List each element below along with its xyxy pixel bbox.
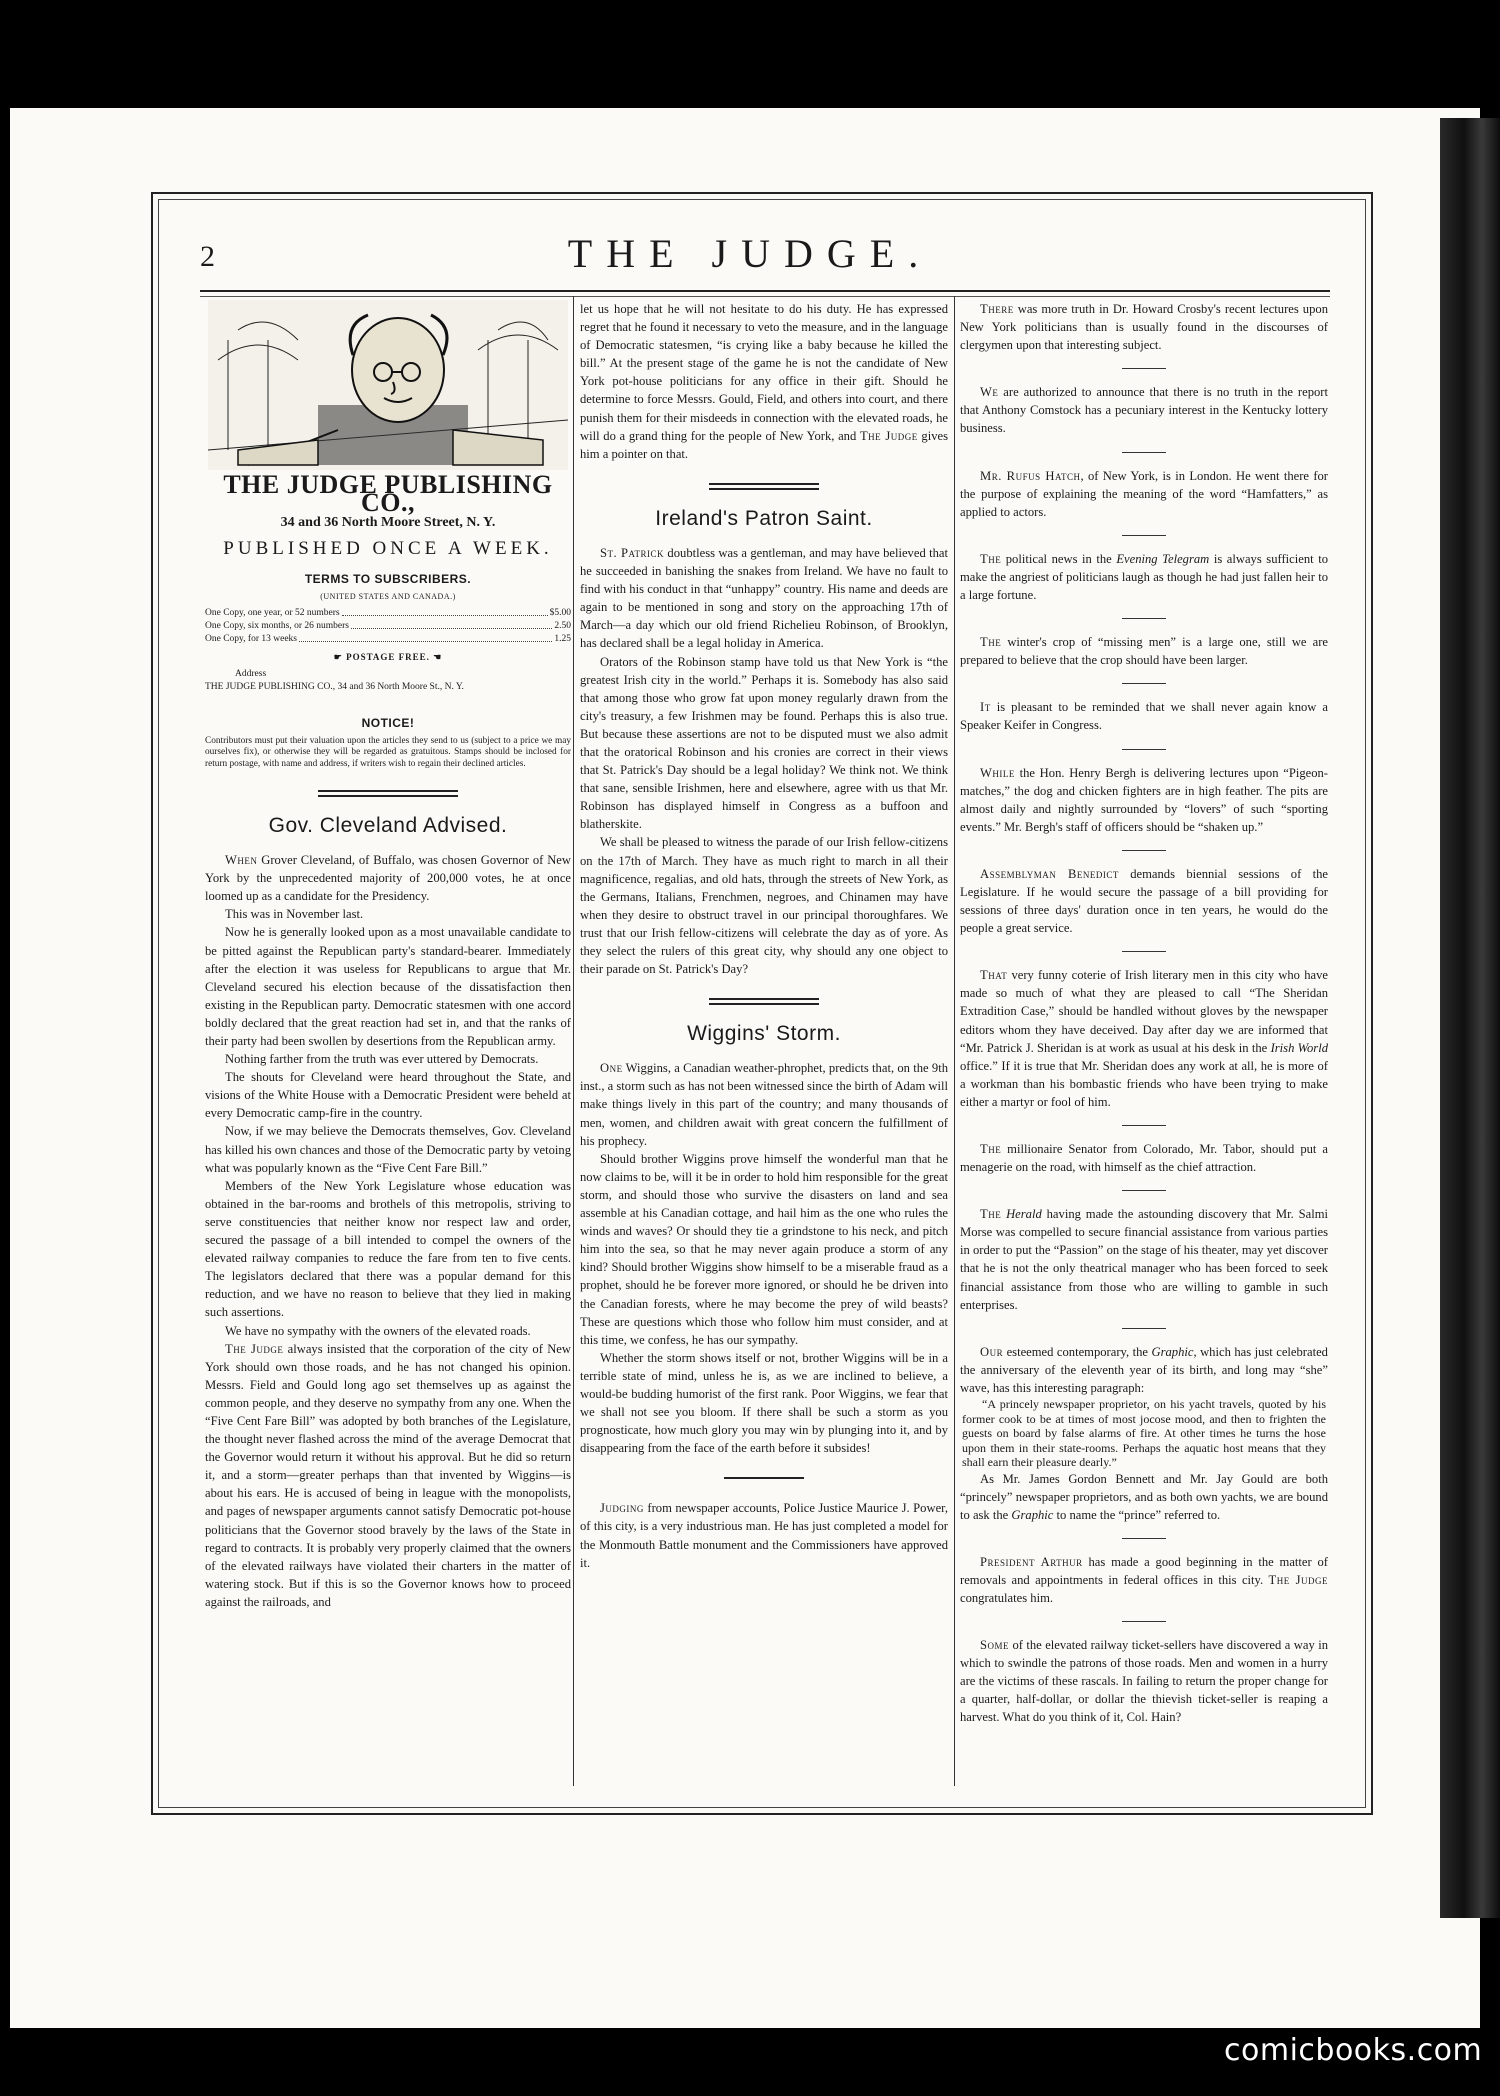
paragraph: President Arthur has made a good beginning in the matter of removals and appointments in federal offices in this city. The Judge congratulates him. bbox=[960, 1554, 1328, 1605]
paragraph: Whether the storm shows itself or not, brother Wiggins will be in a terrible state of mind, unless he is, as we are inclined to believe, a would-be budding humorist of the first rank. Poor Wiggins, we fear that we shall not see you bloom. If there shall be such a storm as you prognosticate, how much glory you may win by plunging into it, and by disappearing from the face of the earth before it subsides! bbox=[580, 1350, 948, 1456]
section-rule bbox=[318, 790, 458, 797]
watermark-logo: comicbooks.com bbox=[1224, 2033, 1483, 2068]
publisher-name: THE JUDGE PUBLISHING CO., bbox=[223, 470, 553, 518]
publication-frequency: PUBLISHED ONCE A WEEK. bbox=[223, 538, 553, 560]
section-rule bbox=[709, 483, 819, 490]
separator bbox=[1122, 683, 1166, 684]
separator bbox=[1122, 1190, 1166, 1191]
quoted-paragraph: “A princely newspaper proprietor, on his yacht travels, quoted by his former cook to be at times of most jocose mood, and then to frighten the guests on board by false alarms of fire. At other times he turns the hose upon them in their state-rooms. Perhaps the aquatic host means that they shall earn their pleasure dearly.” bbox=[962, 1397, 1326, 1470]
paragraph: Now, if we may believe the Democrats themselves, Gov. Cleveland has killed his own chances and those of the Democratic party by vetoing what was popularly known as the “Five Cent Fare Bill.” bbox=[205, 1124, 571, 1175]
postage-note: ☛ POSTAGE FREE. ☚ bbox=[333, 651, 443, 662]
column-3 bbox=[960, 300, 1328, 1727]
price-amount: 2.50 bbox=[554, 620, 571, 631]
price-label: One Copy, for 13 weeks bbox=[205, 633, 297, 644]
column-divider bbox=[954, 296, 955, 1786]
separator bbox=[1122, 850, 1166, 851]
paragraph: Nothing farther from the truth was ever uttered by Democrats. bbox=[225, 1052, 539, 1067]
price-row bbox=[205, 620, 571, 633]
separator bbox=[1122, 749, 1166, 750]
price-label: One Copy, six months, or 26 numbers bbox=[205, 620, 349, 631]
paragraph: As Mr. James Gordon Bennett and Mr. Jay Gould are both “princely” newspaper proprietors, and as both own yachts, we are bound to ask the Graphic to name the “prince” referred to. bbox=[960, 1471, 1328, 1522]
notice-heading: NOTICE! bbox=[361, 715, 415, 730]
separator bbox=[1122, 1621, 1166, 1622]
column-divider bbox=[573, 296, 574, 1786]
separator bbox=[1122, 452, 1166, 453]
paragraph: It is pleasant to be reminded that we shall never again know a Speaker Keifer in Congress. bbox=[960, 700, 1328, 733]
paragraph: Assemblyman Benedict demands biennial sessions of the Legislature. If he would secure the passage of a bill providing for sessions of three days' duration once in ten years, he would do the people a great service. bbox=[960, 866, 1328, 936]
separator bbox=[1122, 535, 1166, 536]
price-row bbox=[205, 633, 571, 646]
separator bbox=[1122, 618, 1166, 619]
article-title: Ireland's Patron Saint. bbox=[655, 506, 873, 530]
book-spine bbox=[1440, 118, 1500, 1918]
publisher-address: 34 and 36 North Moore Street, N. Y. bbox=[280, 515, 496, 531]
price-label: One Copy, one year, or 52 numbers bbox=[205, 607, 340, 618]
masthead-rule bbox=[200, 290, 1330, 292]
price-row bbox=[205, 607, 571, 620]
article-title: Gov. Cleveland Advised. bbox=[268, 813, 508, 837]
page-number: 2 bbox=[200, 240, 215, 273]
address-label: Address bbox=[235, 668, 267, 679]
paragraph: We shall be pleased to witness the parade of our Irish fellow-citizens on the 17th of March. They have as much right to march in all their magnificence, regalias, and old hats, through the streets of New York, as the Germans, Italians, Frenchmen, negroes, and Chinamen may have when they desire to obstruct travel in our principal thoroughfares. We trust that our Irish fellow-citizens will celebrate the day as of yore. As they select the rulers of this great city, why should any one object to their parade on St. Patrick's Day? bbox=[580, 835, 948, 977]
paragraph: We have no sympathy with the owners of the elevated roads. bbox=[225, 1323, 531, 1338]
paragraph: We are authorized to announce that there is no truth in the report that Anthony Comstock has a pecuniary interest in the Kentucky lottery business. bbox=[960, 385, 1328, 436]
paragraph: While the Hon. Henry Bergh is delivering lectures upon “Pigeon-matches,” the dog and chicken fighters are in high feather. The pits are almost daily and nightly surrounded by “lovers” of such “sporting events.” Mr. Bergh's staff of officers should be “shaken up.” bbox=[960, 765, 1328, 834]
paragraph: The Judge always insisted that the corporation of the city of New York should own those roads, and he has not changed his opinion. Messrs. Field and Gould long ago set themselves up as against the common people, and they deserve no sympathy from any one. When the “Five Cent Fare Bill” was adopted by both branches of the Legislature, the thought never flashed across the mind of the average Democrat that the Governor would return it without his approval. But he did so return it, and a storm—greater perhaps than that invented by Wiggins—is about his ears. He is accused of being in league with the monopolists, and pages of newspaper arguments cannot satisfy Democratic pot-house politicians that the Governor stood bravely by the laws of the State in regard to contracts. It is probably very properly claimed that the owners of the elevated railways have violated their charters in the matter of watering stock. But if this is so the Governor knows how to proceed against the railroads, and bbox=[205, 1341, 571, 1609]
paragraph: Mr. Rufus Hatch, of New York, is in London. He went there for the purpose of explaining the meaning of the word “Hamfatters,” as applied to actors. bbox=[960, 468, 1329, 519]
section-rule bbox=[724, 1477, 804, 1479]
article-title: Wiggins' Storm. bbox=[687, 1022, 841, 1046]
notice-text: Contributors must put their valuation upon the articles they send to us (subject to a price we may ourselves fix), or otherwise they will be regarded as gratuitous. Stamps should be inclosed for return postage, with name and address, if writers wish to regain their declined articles. bbox=[205, 735, 571, 769]
column-1 bbox=[205, 300, 571, 1611]
paragraph: Should brother Wiggins prove himself the wonderful man that he now claims to be, will it be in order to hold him responsible for the great storm, and should those who survive the disasters on land and sea assemble at his Canadian cottage, and hail him as the one who rules the winds and waves? Or should they tie a grindstone to his neck, and pitch him into the sea, so that he may never again produce a storm of any kind? Should brother Wiggins show himself to be a miserable fraud as a prophet, should he be forever more ignored, or should he be driven into the Canadian forests, where he may become the prey of wild beasts? These are questions which those who follow him must consider, and at this time, we confess, he has our sympathy. bbox=[580, 1151, 948, 1347]
column-2 bbox=[580, 300, 948, 1572]
address-line: THE JUDGE PUBLISHING CO., 34 and 36 North Moore St., N. Y. bbox=[205, 681, 464, 692]
paragraph: When Grover Cleveland, of Buffalo, was chosen Governor of New York by the unprecedented majority of 200,000 votes, he at once loomed up as a candidate for the Presidency. bbox=[205, 853, 571, 904]
paragraph: let us hope that he will not hesitate to do his duty. He has expressed regret that he found it necessary to veto the measure, and in the language of Democratic statesmen, “is crying like a baby because he killed the bill.” At the present stage of the game he is not the candidate of New York pot-house politicians for any office in their gift. Should he determine to force Messrs. Gould, Field, and others into court, and there punish them for their misdeeds in connection with the elevated roads, he will do a grand thing for the people of New York, and The Judge gives him a pointer on that. bbox=[580, 302, 949, 461]
separator bbox=[1122, 1125, 1166, 1126]
masthead: THE JUDGE. bbox=[567, 231, 933, 276]
terms-heading: TERMS TO SUBSCRIBERS. bbox=[304, 572, 472, 587]
paragraph: The Herald having made the astounding discovery that Mr. Salmi Morse was compelled to secure financial assistance from various parties in order to put the “Passion” on the stage of his theater, may yet discover that he is not the only theatrical manager who has been forced to seek financial assistance from those who are willing to gamble in such enterprises. bbox=[960, 1207, 1328, 1312]
paragraph: The shouts for Cleveland were heard throughout the State, and visions of the White House with a Democratic President were beheld at every Democratic camp-fire in the country. bbox=[205, 1070, 571, 1121]
paragraph: Some of the elevated railway ticket-sellers have discovered a way in which to swindle the patrons of those roads. Men and women in a hurry are the victims of these rascals. In failing to return the proper change for a quarter, half-dollar, or dollar the thievish ticket-seller is reaping a harvest. What do you think of it, Col. Hain? bbox=[960, 1638, 1328, 1725]
paragraph: Judging from newspaper accounts, Police Justice Maurice J. Power, of this city, is a very industrious man. He has just completed a model for the Monmouth Battle monument and the Commissioners have approved it. bbox=[580, 1501, 948, 1570]
separator bbox=[1122, 1328, 1166, 1329]
separator bbox=[1122, 951, 1166, 952]
paragraph: Our esteemed contemporary, the Graphic, which has just celebrated the anniversary of the eleventh year of its birth, and long may “she” wave, has this interesting paragraph: bbox=[960, 1344, 1328, 1395]
judge-illustration bbox=[208, 300, 568, 470]
paragraph: There was more truth in Dr. Howard Crosby's recent lectures upon New York politicians than is usually found in the discourses of clergymen upon that interesting subject. bbox=[960, 302, 1328, 353]
masthead-rule-thin bbox=[200, 296, 1330, 297]
paragraph: Orators of the Robinson stamp have told us that New York is “the greatest Irish city in the world.” Perhaps it is. Somebody has also said that among those who grow fat upon money regularly drawn from the city's treasury, a few Irishmen may be found. Perhaps this is also true. But because these assertions are not to be disputed must we also admit that the oratorical Robinson and his cronies are correct in their views that St. Patrick's Day should be a legal holiday? We think not. We think that sane, sensible Irishmen, here and elsewhere, agree with us that Mr. Robinson has displayed himself in Congress as a buffoon and blatherskite. bbox=[580, 654, 948, 832]
separator bbox=[1122, 1538, 1166, 1539]
paragraph: The winter's crop of “missing men” is a large one, still we are prepared to believe that the crop should have been larger. bbox=[960, 635, 1328, 668]
paragraph: The millionaire Senator from Colorado, Mr. Tabor, should put a menagerie on the road, with himself as the chief attraction. bbox=[960, 1142, 1328, 1175]
paragraph: Members of the New York Legislature whose education was obtained in the bar-rooms and brothels of this metropolis, striving to serve constituencies that neither know nor respect law and order, secured the passage of a bill intended to compel the owners of the elevated railway companies to reduce the fare from ten to five cents. The legislators declared that there was a popular demand for this reduction, and we have no reason to believe that they lied in making such assertions. bbox=[205, 1178, 571, 1320]
price-amount: 1.25 bbox=[554, 633, 571, 644]
paragraph: This was in November last. bbox=[225, 907, 364, 922]
price-amount: $5.00 bbox=[549, 607, 571, 618]
paragraph: That very funny coterie of Irish literary men in this city who have made so much of what they are pleased to call “The Sheridan Extradition Case,” should be handled without gloves by the newspaper editors whom they have deceived. Day after day we are informed that “Mr. Patrick J. Sheridan is at work as usual at his desk in the Irish World office.” If it is true that Mr. Sheridan does any work at all, he is more of a workman than his bombastic friends who have been trying to make either a martyr or fool of him. bbox=[960, 968, 1328, 1109]
paragraph: Now he is generally looked upon as a most unavailable candidate to be pitted against the Republican party's standard-bearer. Immediately after the election it was useless for Republicans to argue that Mr. Cleveland secured his election because of the dissatisfaction then existing in the Republican party. Democratic statesmen with one accord boldly declared that the great reaction had set in, and that the ranks of their party had been swollen by desertions from the Republican army. bbox=[205, 925, 571, 1048]
separator bbox=[1122, 368, 1166, 369]
section-rule bbox=[709, 998, 819, 1005]
terms-subheading: (UNITED STATES AND CANADA.) bbox=[320, 592, 456, 602]
paragraph: One Wiggins, a Canadian weather-phrophet, predicts that, on the 9th inst., a storm such as has not been witnessed since the birth of Adam will make things lively in this part of the country; and many thousands of men, women, and children await with great concern the fulfillment of his prophecy. bbox=[580, 1061, 948, 1148]
paragraph: St. Patrick doubtless was a gentleman, and may have believed that he succeeded in banishing the snakes from Ireland. We have no fault to find with his conduct in that “unhappy” country. His name and deeds are again to be mentioned in song and story on the approaching 17th of March—a day which our old friend Richelieu Robinson, of Brooklyn, has declared shall be a legal holiday in America. bbox=[580, 545, 948, 651]
paragraph: The political news in the Evening Telegram is always sufficient to make the angriest of politicians laugh as though he had just fallen heir to a large fortune. bbox=[960, 551, 1328, 603]
